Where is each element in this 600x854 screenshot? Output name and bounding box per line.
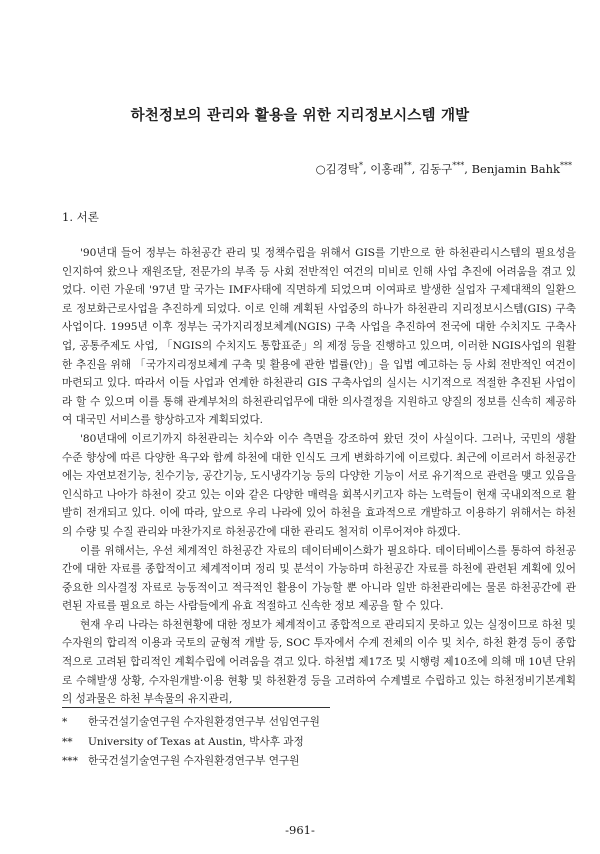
footnote-mark: * [62, 716, 68, 728]
footnotes [62, 713, 320, 772]
author-line [316, 161, 572, 177]
author-separator: , [362, 162, 371, 176]
paragraph: 이를 위해서는, 우선 체계적인 하천공간 자료의 데이터베이스화가 필요하다. 데이터베이스를 통하여 하천공간에 대한 자료를 종합적이고 체계적이며 정리 및 분석이 가능하며 하천공간 자료를 하천에 관련된 계획에 있어 중요한 의사결정 자료로 능동적이고 적극적인 활용이 가능할 뿐 아니라 일반 하천관리에는 물론 하천공간에 관련된 자료를 필요로 하는 사람들에게 유효 적절하고 신속한 정보 제공을 할 수 있다. [62, 544, 576, 613]
author-affiliation-mark: *** [560, 161, 572, 170]
author-affiliation-mark: ** [403, 161, 412, 170]
paragraph: '80년대에 이르기까지 하천관리는 치수와 이수 측면을 강조하여 왔던 것이 사실이다. 그러나, 국민의 생활 수준 향상에 따른 다양한 욕구와 함께 하천에 대한 인식도 크게 변화하기에 이르렀다. 최근에 이르러서 하천공간에는 자연보전기능, 친수기능, 공간기능, 도시냉각기능 등의 다양한 기능이 서로 유기적으로 관련을 맺고 있음을 인식하고 나아가 하천이 갖고 있는 이와 같은 다양한 매력을 회복시키고자 하는 노력들이 현재 국내외적으로 활발히 전개되고 있다. 이에 따라, 앞으로 우리 나라에 있어 하천을 효과적으로 개발하고 이용하기 위해서는 하천의 수량 및 수질 관리와 마찬가지로 하천공간에 대한 관리도 철저히 이루어져야 하겠다. [62, 432, 576, 538]
section-heading: 1. 서론 [62, 210, 99, 224]
paper-title: 하천정보의 관리와 활용을 위한 지리정보시스템 개발 [130, 107, 470, 124]
footnote-mark: ** [62, 735, 73, 748]
page-number: -961- [285, 823, 315, 837]
author-affiliation-mark: * [358, 161, 363, 170]
footnote-text: 한국건설기술연구원 수자원환경연구부 선임연구원 [88, 716, 320, 728]
author-name: 이홍래 [370, 162, 404, 176]
author-name: 김동구 [418, 162, 453, 176]
author-affiliation-mark: *** [452, 161, 465, 170]
paragraph: 현재 우리 나라는 하천현황에 대한 정보가 체계적이고 종합적으로 관리되지 못하고 있는 실정이므로 하천 및 수자원의 합리적 이용과 국토의 균형적 개발 등, SOC 투자에서 수계 전체의 이수 및 치수, 하천 환경 등이 종합적으로 고려된 합리적인 계획수립에 어려움을 겪고 있다. 하천법 제17조 및 시행령 제10조에 의해 매 10년 단위로 수해발생 상황, 수자원개발·이용 현황 및 하천환경 등을 고려하여 수계별로 수립하고 있는 하천정비기본계획의 성과물은 하천 부속물의 유지관리, [62, 618, 576, 706]
footnote [62, 733, 320, 753]
author-separator: , [464, 162, 472, 176]
footnote-text: 한국건설기술연구원 수자원환경연구부 연구원 [88, 755, 300, 767]
footnote-mark: *** [62, 755, 78, 767]
author-name: Benjamin Bahk [471, 162, 560, 176]
paragraph: '90년대 들어 정부는 하천공간 관리 및 정책수립을 위해서 GIS를 기반으로 한 하천관리시스템의 필요성을 인지하여 왔으나 재원조달, 전문가의 부족 등 사회 전반적인 여건의 미비로 인해 사업 추진에 어려움을 겪고 있었다. 이런 가운데 '97년 말 국가는 IMF사태에 직면하게 되었으며 이여파로 발생한 실업자 구제대책의 일환으로 정보화근로사업을 추진하게 되었다. 이로 인해 계획된 사업중의 하나가 하천관리 지리정보시스템(GIS) 구축사업이다. 1995년 이후 정부는 국가지리정보체계(NGIS) 구축 사업을 추진하여 전국에 대한 수치지도 구축사업, 공통주제도 사업, 「NGIS의 수치지도 통합표준」의 제정 등을 진행하고 있으며, 이러한 NGIS사업의 원활한 추진을 위해 「국가지리정보체계 구축 및 활용에 관한 법률(안)」을 입법 예고하는 등 사회 전반적인 여건이 마련되고 있다. 따라서 이들 사업과 연계한 하천관리 GIS 구축사업의 실시는 시기적으로 적절한 추진된 사업이라 할 수 있으며 이를 통해 관계부처의 하천관리업무에 대한 의사결정을 지원하고 양질의 정보를 신속히 제공하여 대국민 서비스를 향상하고자 계획되었다. [62, 247, 576, 427]
author-name: ○김경탁 [315, 162, 359, 176]
footnote-text: University of Texas at Austin, 박사후 과정 [88, 735, 304, 748]
author-separator: , [411, 162, 419, 176]
footnote [62, 752, 320, 772]
footnote [62, 713, 320, 733]
footnote-divider [62, 707, 330, 708]
body-text [62, 244, 576, 709]
